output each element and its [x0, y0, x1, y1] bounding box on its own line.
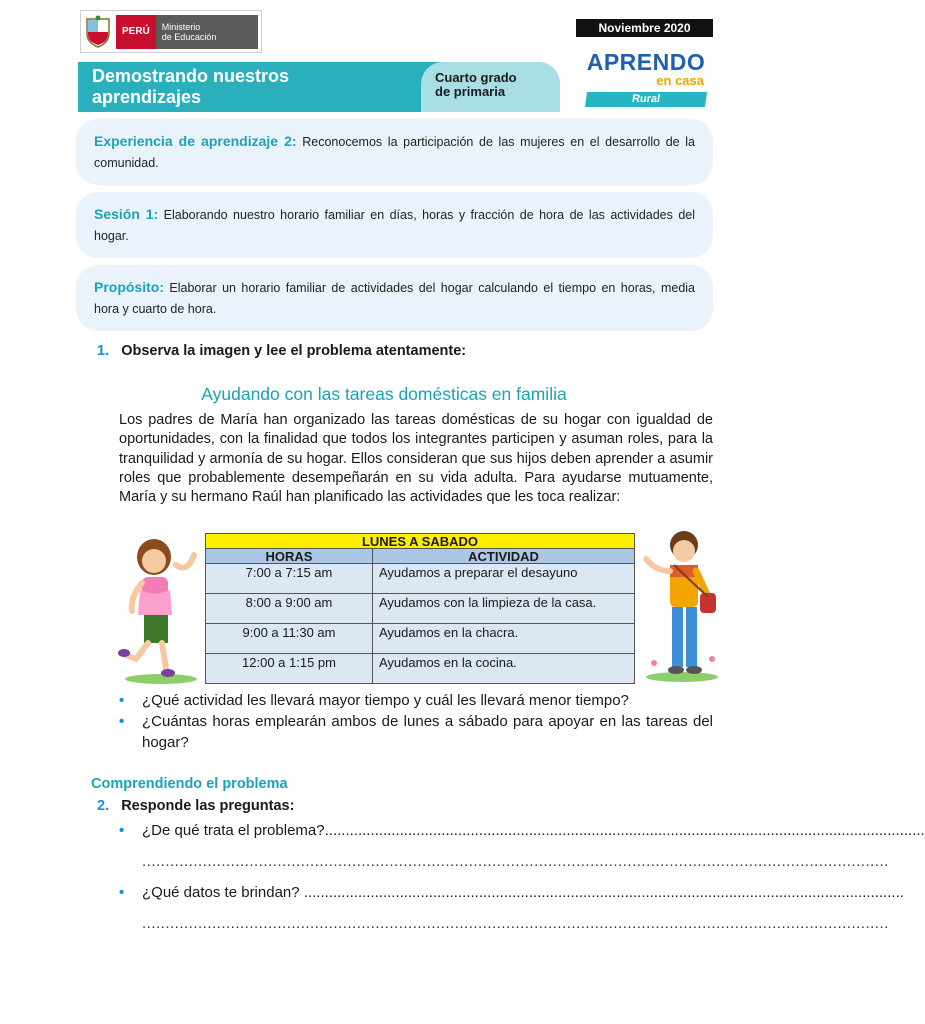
- aprendo-en-casa-logo: [582, 50, 710, 112]
- story-title: Ayudando con las tareas domésticas en familia: [201, 384, 567, 404]
- question-line: • ¿Qué datos te brindan? ................................................................................................................................................: [119, 884, 689, 901]
- table-row: 12:00 a 1:15 pm Ayudamos en la cocina.: [206, 654, 635, 684]
- proposito-label: Propósito:: [94, 278, 164, 295]
- question-list-1: [119, 690, 713, 753]
- list-item: • ¿Cuántas horas emplearán ambos de lunes a sábado para apoyar en las tareas del hogar?: [119, 711, 713, 753]
- peru-shield-icon: [84, 15, 112, 49]
- schedule-title: LUNES A SABADO: [206, 534, 635, 549]
- sesion-label: Sesión 1:: [94, 205, 159, 222]
- grade-label: Cuarto grado de primaria: [421, 62, 560, 112]
- girl-illustration-icon: [116, 535, 200, 685]
- column-header-hours: HORAS: [206, 549, 373, 564]
- ministerio-label: Ministerio de Educación: [156, 15, 258, 49]
- experiencia-label: Experiencia de aprendizaje 2:: [94, 132, 297, 149]
- table-row: 9:00 a 11:30 am Ayudamos en la chacra.: [206, 624, 635, 654]
- date-badge: Noviembre 2020: [576, 19, 713, 37]
- minedu-logo: [80, 10, 262, 53]
- brand-tag: Rural: [585, 92, 707, 107]
- answer-line[interactable]: ................................................................................................................................................................: [142, 915, 889, 932]
- sesion-box: [76, 192, 713, 258]
- experiencia-text: Reconocemos la participación de las mujeres en el desarrollo de la comunidad.: [94, 134, 695, 170]
- story-body: Los padres de María han organizado las tareas domésticas de su hogar con igualdad de oportunidades, con la finalidad que todos los integrantes participen y asuman roles, para la tranquilidad y armonía de su hogar. Ellos consideran que sus hijos deben aprender a asumir roles que probablemente desempeñarán en su vida adulta. Para ayudarse mutuamente, María y su hermano Raúl han planificado las actividades que les toca realizar:: [119, 412, 713, 506]
- experiencia-box: [76, 119, 713, 185]
- question-line: • ¿De qué trata el problema?................................................................................................................................................: [119, 822, 689, 839]
- table-row: 8:00 a 9:00 am Ayudamos con la limpieza de la casa.: [206, 594, 635, 624]
- brand-sub: en casa: [656, 73, 704, 88]
- table-row: 7:00 a 7:15 am Ayudamos a preparar el desayuno: [206, 564, 635, 594]
- proposito-text: Elaborar un horario familiar de actividades del hogar calculando el tiempo en horas, media hora y cuarto de hora.: [94, 280, 695, 316]
- banner-title: Demostrando nuestros aprendizajes: [92, 66, 290, 107]
- column-header-activity: ACTIVIDAD: [373, 549, 635, 564]
- step-2-heading: 2. Responde las preguntas:: [97, 798, 295, 814]
- boy-illustration-icon: [638, 527, 722, 683]
- proposito-box: [76, 265, 713, 331]
- answer-line[interactable]: ................................................................................................................................................................: [142, 853, 889, 870]
- schedule-table: [205, 533, 635, 684]
- title-banner: [78, 62, 560, 112]
- brand-word: APRENDO: [586, 49, 706, 75]
- list-item: • ¿Qué actividad les llevará mayor tiempo y cuál les llevará menor tiempo?: [119, 690, 713, 711]
- peru-label: PERÚ: [116, 15, 156, 49]
- section-heading: Comprendiendo el problema: [91, 776, 288, 792]
- sesion-text: Elaborando nuestro horario familiar en días, horas y fracción de hora de las actividades del hogar.: [94, 207, 695, 243]
- step-1-heading: 1. Observa la imagen y lee el problema atentamente:: [97, 343, 467, 359]
